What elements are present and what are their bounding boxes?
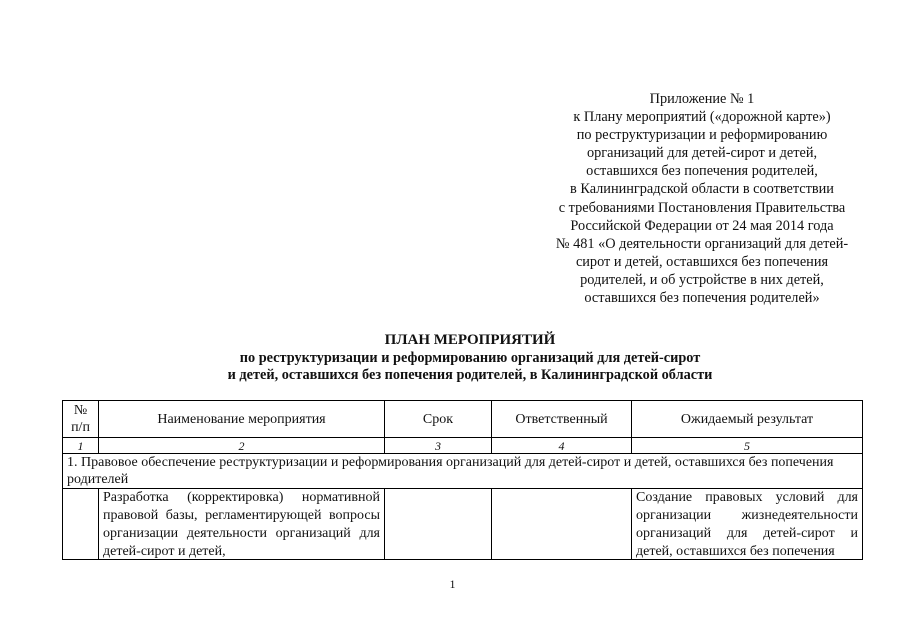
plan-subtitle-line-2: и детей, оставшихся без попечения родителей, в Калининградской области [227,367,713,383]
section-row [63,454,863,489]
column-number: 1 [63,438,99,454]
appendix-block [538,90,866,307]
appendix-line: сирот и детей, оставшихся без попечения [575,253,829,270]
appendix-line: оставшихся без попечения родителей, [586,163,818,180]
header-responsible: Ответственный [492,401,632,438]
plan-subtitle-line-1: по реструктуризации и реформированию организаций для детей-сирот [239,350,701,366]
row-responsible [492,489,632,560]
row-name: Разработка (корректировка) нормативной правовой базы, регламентирующей вопросы организации деятельности организаций для детей-сирот и детей, [103,490,380,559]
row-result-cell [632,489,863,560]
plan-table [62,400,863,560]
section-title: 1. Правовое обеспечение реструктуризации и реформирования организаций для детей-сирот и детей, оставшихся без попечения родителей [63,454,863,489]
page-number: 1 [449,577,456,591]
column-number-row [63,438,863,454]
column-number: 4 [492,438,632,454]
row-num [63,489,99,560]
appendix-line: Российской Федерации от 24 мая 2014 года [570,217,834,234]
plan-title: ПЛАН МЕРОПРИЯТИЙ [384,332,556,348]
header-num: № п/п [63,401,99,438]
table-row [63,489,863,560]
header-name: Наименование мероприятия [99,401,385,438]
appendix-line: № 481 «О деятельности организаций для детей- [555,235,849,252]
appendix-line: оставшихся без попечения родителей» [584,290,820,307]
column-number: 3 [385,438,492,454]
header-result: Ожидаемый результат [632,401,863,438]
header-term: Срок [385,401,492,438]
appendix-line: к Плану мероприятий («дорожной карте») [573,109,831,126]
row-term [385,489,492,560]
row-result: Создание правовых условий для организации жизнедеятельности организаций для детей-сирот и детей, оставшихся без попечения [636,490,858,559]
column-number: 5 [632,438,863,454]
appendix-line: по реструктуризации и реформированию [576,127,828,144]
appendix-line: родителей, и об устройстве в них детей, [580,271,824,288]
row-name-cell [99,489,385,560]
appendix-line: Приложение № 1 [649,91,755,107]
appendix-line: в Калининградской области в соответствии [570,181,834,198]
appendix-line: с требованиями Постановления Правительства [558,199,846,216]
column-number: 2 [99,438,385,454]
table-header-row [63,401,863,438]
appendix-line: организаций для детей-сирот и детей, [586,145,818,162]
